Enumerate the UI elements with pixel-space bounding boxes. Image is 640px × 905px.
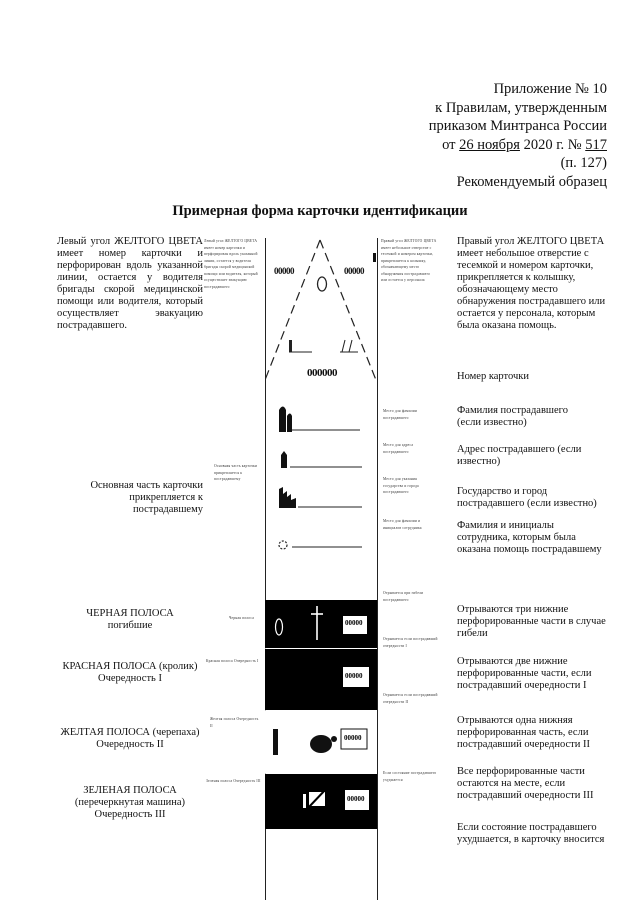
scan-red-left: Красная полоса Очередность I: [206, 659, 259, 663]
staff-note: Фамилия и инициалы сотрудника, которым была оказана помощь пострадавшему: [457, 520, 602, 555]
card-top-number: 00000: [274, 266, 294, 276]
red-band-number: 00000: [345, 672, 363, 680]
mark-slash: [342, 340, 345, 352]
card-main-number: 000000: [307, 367, 337, 379]
date-prefix: от: [442, 136, 460, 153]
green-band-sub2: Очередность III: [94, 809, 166, 820]
turtle-head: [331, 736, 337, 742]
red-band-desc: Отрываются две нижние перфорированные части, если пострадавший очередности I: [457, 656, 592, 691]
date-mid: 2020 г. №: [519, 136, 586, 153]
city-icon: [279, 487, 296, 508]
yellow-band-sub: Очередность II: [96, 739, 164, 750]
left-perforation-line: [265, 240, 320, 380]
black-band-name: ЧЕРНАЯ ПОЛОСА: [86, 608, 174, 619]
scan-right-corner: Правый угол ЖЕЛТОГО ЦВЕТА имеет небольшое отверстие с тесемкой и номером карточки, прикрепляется к колышку, обозначающему место обнаружения пострадавшего или остается у персонала: [381, 239, 437, 282]
staff-icon: [279, 541, 287, 549]
scan-main-part: Основная часть карточки прикрепляется к пострадавшему: [214, 464, 258, 481]
green-bar-icon: [303, 794, 306, 808]
left-corner-note: Левый угол ЖЕЛТОГО ЦВЕТА имеет номер карточки и перфорирован вдоль указанной линии, остается у водителя бригады скорой медицинской помощи или водителя, который осуществляет эвакуацию пострадавшего.: [57, 236, 203, 331]
country-note: Государство и город пострадавшего (если известно): [457, 486, 597, 509]
black-band: [265, 600, 377, 648]
mark-icon: [289, 340, 292, 352]
main-part-note: Основная часть карточки прикрепляется к пострадавшему: [90, 480, 203, 515]
scan-black-right: Отрывается при гибели пострадавшего: [383, 591, 424, 602]
scan-yellow-right: Отрывается если пострадавший очередности II: [383, 693, 438, 704]
yellow-band: [265, 711, 377, 773]
green-band-sub1: (перечеркнутая машина): [74, 797, 186, 808]
scan-surname: Место для фамилии пострадавшего: [383, 409, 417, 420]
black-band-number: 00000: [345, 619, 363, 627]
scan-staff: Место для фамилии и инициалов сотрудника: [383, 519, 422, 530]
green-band-name: ЗЕЛЕНАЯ ПОЛОСА: [83, 785, 177, 796]
sample-label: Рекомендуемый образец: [456, 173, 607, 190]
right-perforation-line: [320, 240, 376, 380]
scan-red-right: Отрывается если пострадавший очередности I: [383, 637, 438, 648]
cross-hole-icon: [276, 619, 283, 635]
yellow-band-desc: Отрываются одна нижняя перфорированная часть, если пострадавший очередности II: [457, 715, 590, 750]
red-band: [265, 649, 377, 710]
card-number-note: Номер карточки: [457, 371, 529, 382]
scan-green-right: Если состояние пострадавшего ухудшается: [383, 771, 437, 782]
order-date: 26 ноября: [459, 136, 520, 153]
corner-mark-icon: [373, 253, 376, 262]
order-number: 517: [585, 136, 607, 153]
surname-note: Фамилия пострадавшего (если известно): [457, 405, 568, 428]
red-band-name: КРАСНАЯ ПОЛОСА (кролик): [62, 661, 198, 672]
red-band-sub: Очередность I: [98, 673, 162, 684]
mark-slash: [349, 340, 352, 352]
black-band-sub: погибшие: [107, 620, 153, 631]
scan-left-corner: Левый угол ЖЕЛТОГО ЦВЕТА имеет номер карточки и перфорирован вдоль указанной линии, остается у водителя бригады скорой медицинской помощи или водителя, который осуществляет эвакуацию пострадавшего: [204, 239, 258, 289]
black-band-desc: Отрываются три нижние перфорированные части в случае гибели: [457, 604, 606, 639]
scan-country: Место для указания государства и города пострадавшего: [383, 477, 419, 494]
appendix-rules: к Правилам, утвержденным: [435, 99, 607, 116]
yellow-band-number: 00000: [344, 734, 362, 742]
document-title: Примерная форма карточки идентификации: [172, 203, 468, 219]
worse-desc: Если состояние пострадавшего ухудшается, в карточку вносится: [457, 822, 605, 845]
person-icon: [279, 407, 292, 433]
appendix-order: приказом Минтранса России: [428, 118, 607, 134]
scan-green-left: Зеленая полоса Очередность III: [206, 779, 261, 783]
yellow-bar-icon: [273, 729, 278, 755]
green-band: [265, 774, 377, 829]
appendix-number: Приложение № 10: [493, 81, 607, 97]
appendix-clause: (п. 127): [560, 155, 607, 171]
card-top-number-right: 00000: [344, 266, 364, 276]
string-hole-icon: [318, 277, 327, 291]
yellow-band-marks: [265, 711, 377, 773]
scan-address: Место для адреса пострадавшего: [383, 443, 414, 454]
house-icon: [281, 451, 287, 468]
turtle-icon: [310, 735, 332, 753]
right-corner-note: Правый угол ЖЕЛТОГО ЦВЕТА имеет небольшое отверстие с тесемкой и номером карточки, прикрепляется к колышку, обозначающему место обнаружения пострадавшего или остается у персонала, которым была оказана помощь.: [457, 236, 606, 331]
yellow-band-name: ЖЕЛТАЯ ПОЛОСА (черепаха): [60, 727, 200, 738]
scan-yellow-left: Желтая полоса Очередность II: [210, 717, 259, 728]
green-band-number: 00000: [347, 795, 365, 803]
green-band-desc: Все перфорированные части остаются на месте, если пострадавший очередности III: [457, 766, 594, 801]
address-note: Адрес пострадавшего (если известно): [457, 444, 582, 467]
scan-black-left: Черная полоса: [229, 616, 254, 620]
